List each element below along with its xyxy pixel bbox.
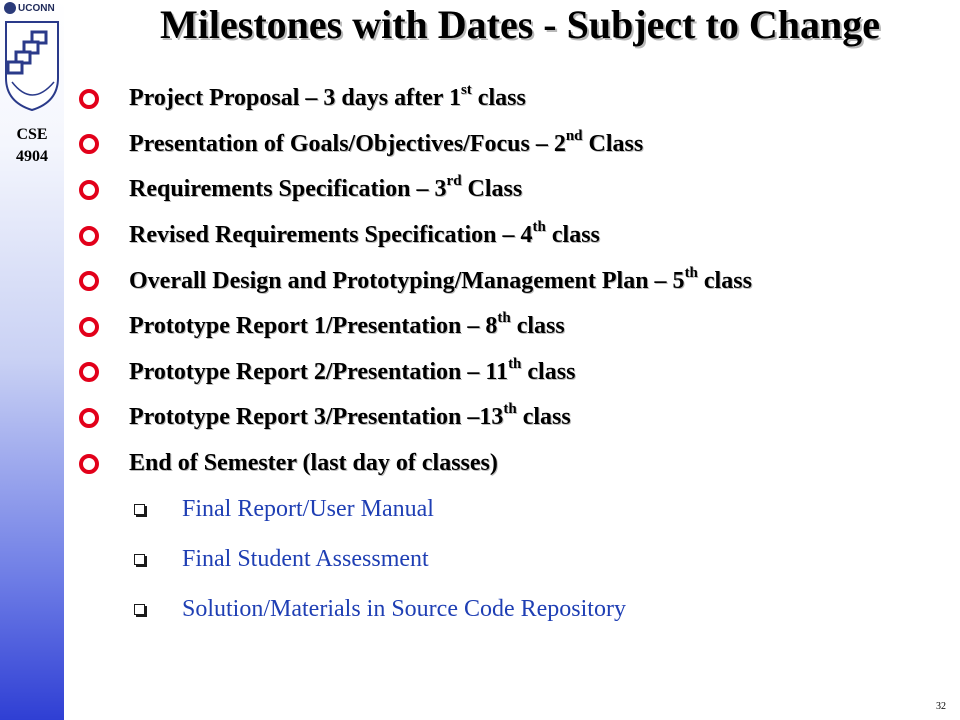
circle-bullet-icon: [79, 180, 99, 200]
uconn-brand: [4, 2, 55, 14]
course-code-line2: 4904: [16, 148, 48, 165]
milestone-text: Prototype Report 1/Presentation – 8th class: [129, 310, 565, 340]
circle-bullet-icon: [79, 317, 99, 337]
circle-bullet-icon: [79, 454, 99, 474]
deliverable-item: [130, 534, 930, 584]
circle-bullet-icon: [79, 134, 99, 154]
circle-bullet-icon: [79, 226, 99, 246]
deliverable-item: [130, 584, 930, 634]
milestone-text: Presentation of Goals/Objectives/Focus – 2nd Class: [129, 127, 644, 157]
circle-bullet-icon: [79, 362, 99, 382]
deliverable-text: Solution/Materials in Source Code Repository: [182, 595, 626, 622]
deliverable-item: [130, 484, 930, 534]
milestone-item: [74, 304, 954, 350]
milestone-text: Prototype Report 3/Presentation –13th class: [129, 401, 571, 431]
sidebar: [0, 0, 64, 720]
milestone-text: End of Semester (last day of classes): [129, 450, 498, 477]
deliverables-list: [130, 484, 930, 634]
milestone-item: [74, 76, 954, 122]
milestone-text: Requirements Specification – 3rd Class: [129, 173, 523, 203]
computer-science-engineering-logo-icon: [2, 18, 62, 112]
milestone-item: [74, 258, 954, 304]
page-number: 32: [936, 701, 946, 712]
milestone-text: Project Proposal – 3 days after 1st class: [129, 82, 526, 112]
milestone-item: [74, 167, 954, 213]
milestone-text: Overall Design and Prototyping/Management Plan – 5th class: [129, 264, 752, 294]
course-code-line1: CSE: [16, 126, 48, 143]
deliverable-text: Final Report/User Manual: [182, 495, 434, 522]
slide-title: Milestones with Dates - Subject to Change: [160, 2, 880, 47]
milestone-item: [74, 122, 954, 168]
milestone-text: Prototype Report 2/Presentation – 11th class: [129, 355, 576, 385]
milestone-item: [74, 395, 954, 441]
milestone-item: [74, 213, 954, 259]
circle-bullet-icon: [79, 271, 99, 291]
uconn-seal-icon: [4, 2, 16, 14]
milestone-item: [74, 350, 954, 396]
circle-bullet-icon: [79, 408, 99, 428]
circle-bullet-icon: [79, 89, 99, 109]
square-bullet-icon: [134, 554, 145, 565]
deliverable-text: Final Student Assessment: [182, 545, 429, 572]
square-bullet-icon: [134, 504, 145, 515]
course-code: [6, 124, 58, 168]
milestone-list: [74, 76, 954, 486]
milestone-text: Revised Requirements Specification – 4th class: [129, 219, 600, 249]
square-bullet-icon: [134, 604, 145, 615]
uconn-wordmark: UCONN: [18, 2, 55, 14]
milestone-item: [74, 441, 954, 487]
